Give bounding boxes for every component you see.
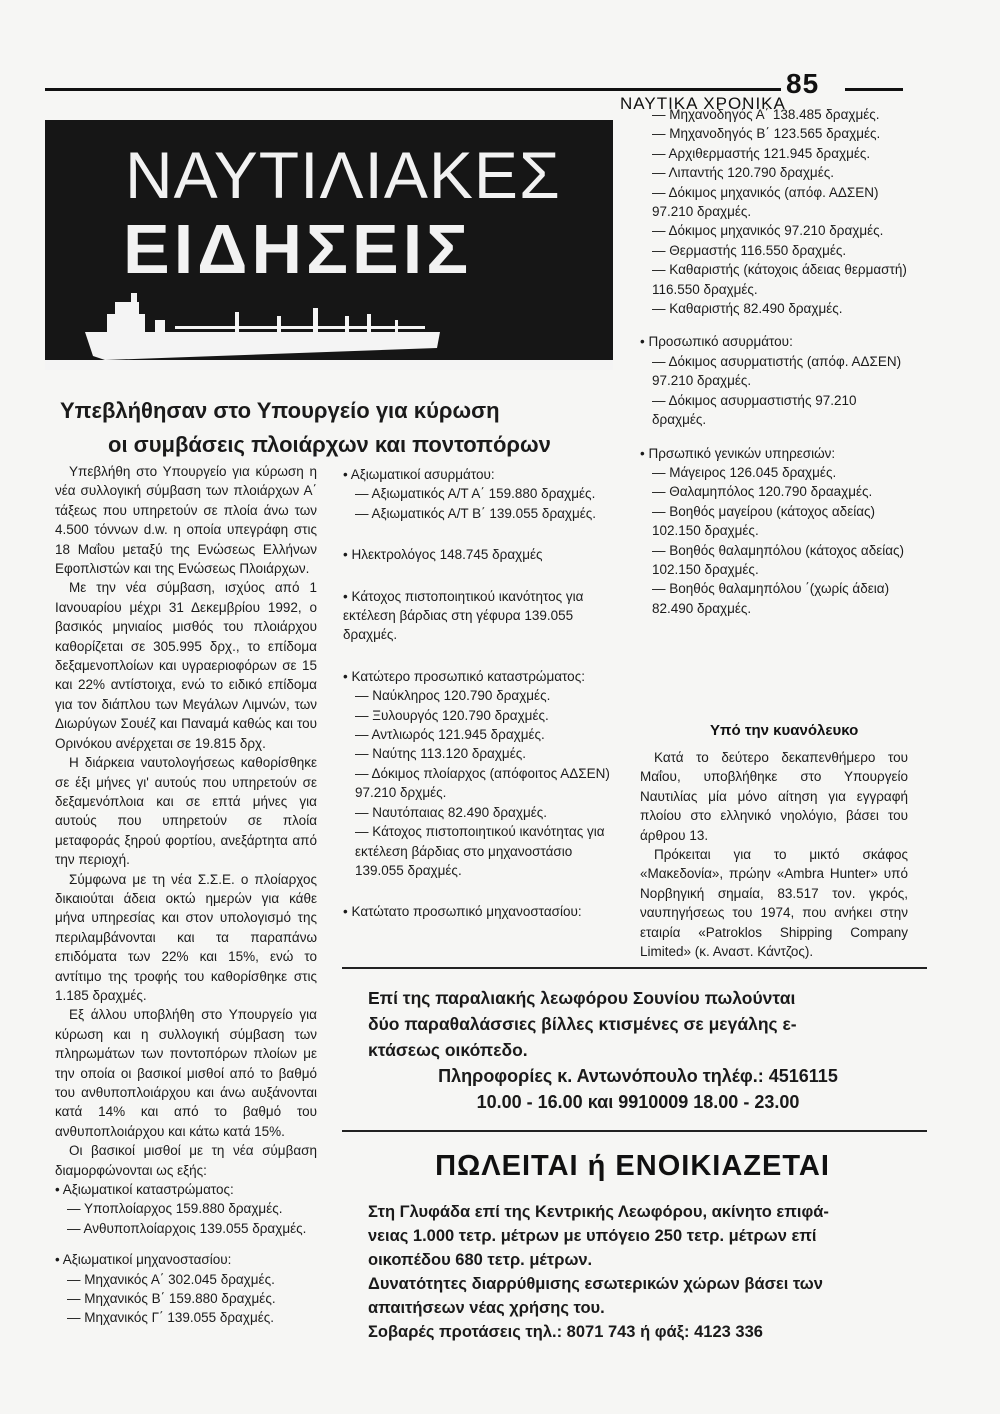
list-bullet: • Ηλεκτρολόγος 148.745 δραχμές xyxy=(343,547,543,563)
list-item: — Μηχανικός Α΄ 302.045 δραχμές. xyxy=(67,1271,275,1287)
article-column-3 xyxy=(640,105,908,618)
list-item: — Μηχανικός Β΄ 159.880 δραχμές. xyxy=(67,1291,276,1307)
ad-line: οικοπέδου 680 τετρ. μέτρων. xyxy=(368,1251,593,1269)
list-item: — Θερμαστής 116.550 δραχμές. xyxy=(652,242,847,258)
ad-hours-line: 10.00 - 16.00 και 9910009 18.00 - 23.00 xyxy=(476,1092,800,1112)
list-item: — Υποπλοίαρχος 159.880 δραχμές. xyxy=(67,1201,283,1217)
header-rule-left xyxy=(45,88,781,91)
property-ad-title: ΠΩΛΕΙΤΑΙ ή ΕΝΟΙΚΙΑΖΕΤΑΙ xyxy=(435,1150,830,1182)
ad-line: Στη Γλυφάδα επί της Κεντρικής Λεωφόρου, ακίνητο επιφά- xyxy=(368,1203,829,1221)
section-banner xyxy=(45,120,613,370)
list-item: — Δόκιμος μηχανικός 97.210 δραχμές. xyxy=(652,223,884,239)
villa-sale-ad xyxy=(368,985,908,1115)
list-item: — Βοηθός θαλαμηπόλου ΄(χωρίς άδεια) 82.490 δραχμές. xyxy=(652,581,890,616)
list-bullet: • Κατώτερο προσωπικό καταστρώματος: xyxy=(343,668,585,684)
list-item: — Καθαριστής 82.490 δραχμές. xyxy=(652,301,843,317)
list-bullet: • Κατώτατο προσωπικό μηχανοστασίου: xyxy=(343,904,582,920)
list-item: — Μάγειρος 126.045 δραχμές. xyxy=(652,464,837,480)
article-paragraph: Κατά το δεύτερο δεκαπενθήμερο του Μαΐου, υποβλήθηκε στο Υπουργείο Ναυτιλίας μία μόνο αίτηση για εγγραφή πλοίου στο ελληνικό νηολόγιο, βάσει του άρθρου 13. xyxy=(640,750,908,843)
list-bullet: • Προσωπικό ασυρμάτου: xyxy=(640,334,793,350)
list-item: — Δόκιμος ασυρματιστής (απόφ. ΑΔΣΕΝ) 97.210 δραχμές. xyxy=(652,353,902,389)
publication-name: ΝΑΥΤΙΚΑ ΧΡΟΝΙΚΑ xyxy=(620,94,786,113)
list-bullet: • Αξιωματικοί μηχανοστασίου: xyxy=(55,1252,232,1268)
article-paragraph: Η διάρκεια ναυτολογήσεως καθορίσθηκε σε έξι μήνες γι' αυτούς που υπηρετούν σε δεξαμενόπλοια και σε επτά μήνες για αυτούς που υπηρετούν σε πλοία μεταφοράς ξηρού φορτίου, ανεξάρτητα από την περιοχή. xyxy=(55,755,317,868)
ad-contact-line: Σοβαρές προτάσεις τηλ.: 8071 743 ή φάξ: 4123 336 xyxy=(368,1323,763,1341)
ad-contact-line: Πληροφορίες κ. Αντωνόπουλο τηλέφ.: 4516115 xyxy=(438,1066,838,1086)
list-item: — Κάτοχος πιστοποιητικού ικανότητας για εκτέλεση βάρδιας στο μηχανοστάσιο 139.055 δραχμές. xyxy=(355,824,605,878)
list-bullet: • Αξιωματικοί ασυρμάτου: xyxy=(343,467,495,482)
kuanoleuko-heading: Υπό την κυανόλευκο xyxy=(710,722,859,739)
ad-divider-middle xyxy=(342,1130,927,1132)
ad-line: κτάσεως οικόπεδο. xyxy=(368,1040,528,1060)
article-paragraph: Οι βασικοί μισθοί με τη νέα σύμβαση διαμορφώνονται ως εξής: xyxy=(55,1143,317,1178)
page-number: 85 xyxy=(786,68,820,99)
article-headline xyxy=(60,394,600,462)
ship-illustration xyxy=(45,290,613,370)
article-paragraph: Υπεβλήθη στο Υπουργείο για κύρωση η νέα συλλογική σύμβαση των πλοιάρχων Α΄ τάξεως που υπηρετούν σε πλοία άνω των 4.500 τόννων d.w. η οποία υπεγράφη στις 18 Μαΐου μεταξύ της Ενώσεως Ελλήνων Εφοπλιστών και της Ενώσεως Πλοιάρχων. xyxy=(55,464,317,577)
list-item: — Ναύτης 113.120 δραχμές. xyxy=(355,746,526,762)
banner-subtitle: ΕΙΔΗΣΕΙΣ xyxy=(123,210,473,288)
ad-line: νειας 1.000 τετρ. μέτρων με υπόγειο 250 τετρ. μέτρων επί xyxy=(368,1227,817,1245)
list-item: — Ανθυποπλοίαρχοις 139.055 δραχμές. xyxy=(67,1220,307,1236)
article-paragraph: Πρόκειται για το μικτό σκάφος «Μακεδονία», πρώην «Ambra Hunter» υπό Νορβηγική σημαία, 83.517 τον. γκρός, ναυπηγήσεως του 1974, που ανήκει στην εταιρία «Patroklos Shipping Company Limited» (κ. Αναστ. Κάντζος). xyxy=(640,847,908,960)
list-item: — Θαλαμηπόλος 120.790 δραaχμές. xyxy=(652,484,873,500)
list-bullet: • Αξιωματικοί καταστρώματος: xyxy=(55,1182,234,1198)
list-item: — Δόκιμος ασυρμαστιστής 97.210 δραχμές. xyxy=(652,392,857,428)
ad-line: δύο παραθαλάσσιες βίλλες κτισμένες σε μεγάλης ε- xyxy=(368,1014,797,1034)
kuanoleuko-article xyxy=(640,748,908,961)
list-item: — Λιπαντής 120.790 δραχμές. xyxy=(652,165,834,181)
list-item: — Δόκιμος μηχανικός (απόφ. ΑΔΣΕΝ) 97.210 δραχμές. xyxy=(652,184,879,220)
list-item: — Βοηθός θαλαμηπόλου (κάτοχος αδείας) 102.150 δραχμές. xyxy=(652,542,905,577)
banner-title: ΝΑΥΤΙΛΙΑΚΕΣ xyxy=(125,138,561,212)
article-paragraph: Σύμφωνα με τη νέα Σ.Σ.Ε. ο πλοίαρχος δικαιούται άδεια οκτώ ημερών για κάθε μήνα υπηρεσίας και στον υπολογισμό της περιλαμβάνονται και τα παραπάνω επιδόματα των 22% και 15%, ενώ το αντίτιμο της τροφής του καθορίσθηκε στις 1.185 δραχμές. xyxy=(55,871,317,1003)
headline-line-2: οι συμβάσεις πλοιάρχων και ποντοπόρων xyxy=(108,432,551,457)
ad-line: Επί της παραλιακής λεωφόρου Σουνίου πωλούνται xyxy=(368,988,796,1008)
header-rule-right xyxy=(845,88,903,91)
list-bullet: • Κάτοχος πιστοποιητικού ικανότητος για εκτέλεση βάρδιας στη γέφυρα 139.055 δραχμές. xyxy=(343,588,584,643)
list-item: — Ναυτόπαιας 82.490 δραχμές. xyxy=(355,804,548,820)
article-column-1 xyxy=(55,462,317,1328)
ad-line: Δυνατότητες διαρρύθμισης εσωτερικών χώρων βάσει των xyxy=(368,1275,823,1293)
list-item: — Βοηθός μαγείρου (κάτοχος αδείας) 102.150 δραχμές. xyxy=(652,503,876,539)
list-bullet: • Πρσωπικό γενικών υπηρεσιών: xyxy=(640,445,836,461)
article-paragraph: Με την νέα σύμβαση, ισχύος από 1 Ιανουαρίου μέχρι 31 Δεκεμβρίου 1992, ο βασικός μηνιαίος μισθός του πλοιάρχου καθορίζεται σε 305.995 δρχ., το επίδομα δεξαμενοπλοίων και υγραεριοφόρων σε 15 και 22% αντίστοιχα, ενώ το ειδικό επίδομα για τον διάπλου των Μεγάλων Λιμνών, των Διωρύγων Σουέζ και Παναμά καθώς και του Ορινόκου ανέρχεται σε 19.815 δρχ. xyxy=(55,580,317,751)
list-item: — Ναύκληρος 120.790 δραχμές. xyxy=(355,688,551,704)
list-item: — Ξυλουργός 120.790 δραχμές. xyxy=(355,707,549,723)
list-item: — Μηχανικός Γ΄ 139.055 δραχμές. xyxy=(67,1310,275,1326)
list-item: — Καθαριστής (κάτοχοις άδειας θερμαστή) 116.550 δραχμές. xyxy=(652,262,907,297)
list-item: — Αξιωματικός Α/Τ Β΄ 139.055 δραχμές. xyxy=(355,505,597,521)
article-paragraph: Εξ άλλου υποβλήθη στο Υπουργείο για κύρωση και η συλλογική σύμβαση των πληρωμάτων των ποντοπόρων πλοίων με την οποία οι βασικοί μισθοί από το βαθμό του ανθυποπλοιάρχου και άνω αυξάνονται κατά 14% και από το βαθμό του ανθυποπλοιάρχου και κάτω κατά 15%. xyxy=(55,1007,317,1139)
list-item: — Μηχανοδηγός Α΄ 138.485 δραχμές. xyxy=(652,107,880,122)
list-item: — Αντλιωρός 121.945 δραχμές. xyxy=(355,727,545,743)
headline-line-1: Υπεβλήθησαν στο Υπουργείο για κύρωση xyxy=(60,398,500,423)
list-item: — Αρχιθερμαστής 121.945 δραχμές. xyxy=(652,145,871,161)
list-item: — Αξιωματικός Α/Τ Α΄ 159.880 δραχμές. xyxy=(355,486,596,502)
article-column-2 xyxy=(343,465,613,922)
list-item: — Δόκιμος πλοίαρχος (απόφοιτος ΑΔΣΕΝ) 97.210 δρχμές. xyxy=(355,765,610,801)
list-item: — Μηχανοδηγός Β΄ 123.565 δραχμές. xyxy=(652,126,881,142)
property-ad-body xyxy=(368,1200,908,1344)
ad-divider-top xyxy=(342,967,927,969)
ad-line: απαιτήσεων νέας χρήσης του. xyxy=(368,1299,605,1317)
